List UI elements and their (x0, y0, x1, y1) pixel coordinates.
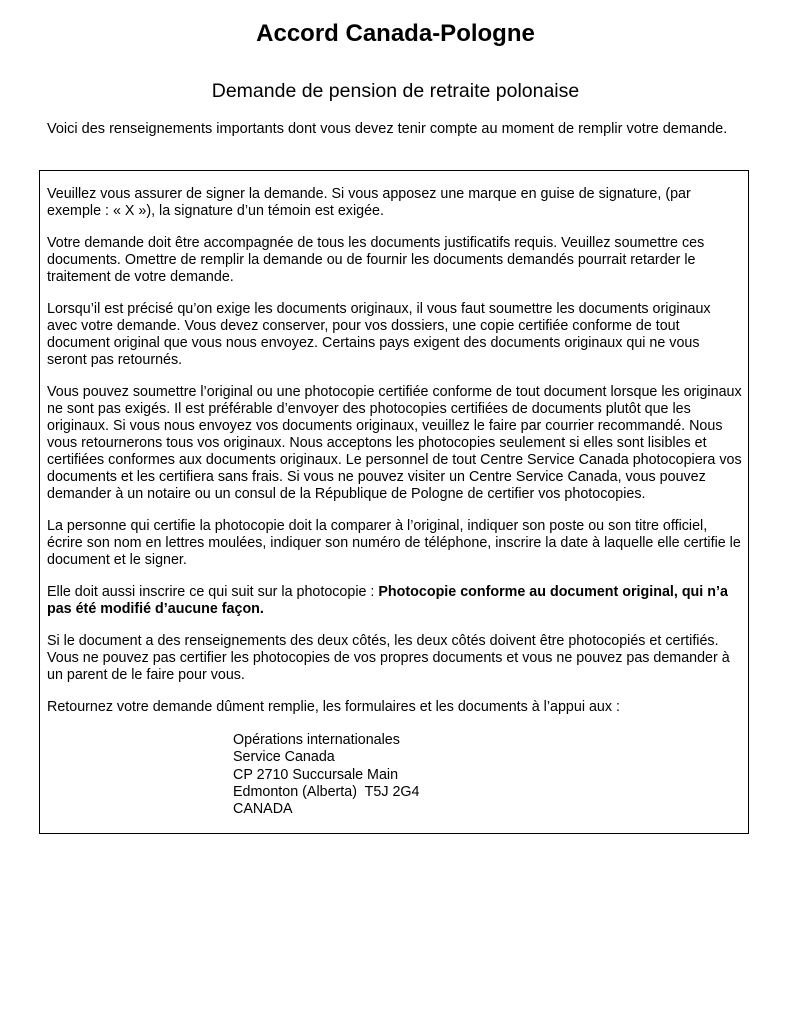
two-sided-documents-paragraph: Si le document a des renseignements des deux côtés, les deux côtés doivent être photocopiés et certifiés. Vous ne pouvez pas certifier les photocopies de vos propres documents et vous ne pouvez pas demander à un parent de le faire pour vous. (47, 633, 730, 683)
page-title: Accord Canada-Pologne (256, 20, 535, 47)
address-line: CP 2710 Succursale Main (233, 766, 399, 783)
signature-paragraph: Veuillez vous assurer de signer la demande. Si vous apposez une marque en guise de signature, (par exemple : « X »), la signature d’un témoin est exigée. (47, 186, 691, 219)
address-line: Service Canada (233, 749, 335, 766)
certified-copies-paragraph: Vous pouvez soumettre l’original ou une photocopie certifiée conforme de tout document lorsque les originaux ne sont pas exigés. Il est préférable d’envoyer des photocopies certifiées de documents plutôt que les originaux. Si vous nous envoyez vos documents originaux, veuillez le faire par courrier recommandé. Nous vous retournerons tous vos originaux. Nous acceptons les photocopies seulement si elles sont lisibles et certifiées conformes aux documents originaux. Le personnel de tout Centre Service Canada photocopiera vos documents et les certifiera sans frais. Si vous ne pouvez visiter un Centre Service Canada, vous pouvez demander à un notaire ou un consul de la République de Pologne de certifier vos photocopies. (47, 384, 742, 502)
certifier-duties-paragraph: La personne qui certifie la photocopie doit la comparer à l’original, indiquer son poste ou son titre officiel, écrire son nom en lettres moulées, indiquer son numéro de téléphone, inscrire la date à laquelle elle certifie le document et le signer. (47, 518, 741, 568)
certification-statement-paragraph (47, 584, 743, 618)
return-instructions-paragraph: Retournez votre demande dûment remplie, les formulaires et les documents à l’appui aux : (47, 699, 620, 715)
instructions-content (47, 186, 743, 818)
supporting-documents-paragraph: Votre demande doit être accompagnée de tous les documents justificatifs requis. Veuillez soumettre ces documents. Omettre de remplir la demande ou de fournir les documents demandés pourrait retarder le traitement de votre demande. (47, 235, 705, 285)
page-subtitle: Demande de pension de retraite polonaise (211, 80, 580, 102)
intro-text: Voici des renseignements importants dont vous devez tenir compte au moment de remplir votre demande. (47, 121, 728, 137)
address-line: CANADA (233, 801, 293, 818)
mailing-address (233, 732, 743, 818)
instructions-box (39, 170, 749, 834)
certification-statement-text: Photocopie conforme au document original, qui n’a pas été modifié d’aucune façon. (47, 584, 728, 617)
address-line: Opérations internationales (233, 732, 400, 748)
original-documents-paragraph: Lorsqu’il est précisé qu’on exige les documents originaux, il vous faut soumettre les documents originaux avec votre demande. Vous devez conserver, pour vos dossiers, une copie certifiée conforme de tout document original que vous nous envoyez. Certains pays exigent des documents originaux qui ne vous seront pas retournés. (47, 301, 711, 368)
address-line: Edmonton (Alberta) T5J 2G4 (233, 783, 420, 800)
certification-statement-intro: Elle doit aussi inscrire ce qui suit sur la photocopie : (47, 584, 379, 600)
